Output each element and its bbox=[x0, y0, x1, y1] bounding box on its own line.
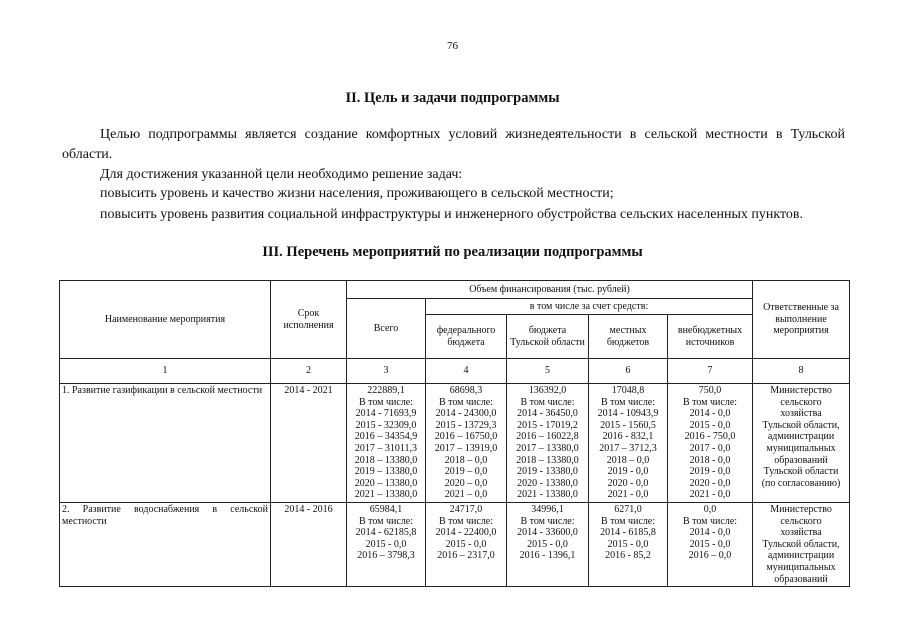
cell-line: 2020 – 13380,0 bbox=[354, 477, 418, 489]
header-including: в том числе за счет средств: bbox=[426, 299, 753, 315]
cell-line: 2015 - 0,0 bbox=[445, 538, 487, 550]
column-number: 5 bbox=[507, 359, 589, 384]
header-local: местных бюджетов bbox=[589, 315, 668, 359]
funding-regional bbox=[507, 384, 589, 503]
cell-line: образований bbox=[774, 573, 828, 585]
tasks-intro: Для достижения указанной цели необходимо решение задач: bbox=[100, 167, 463, 182]
funding-local bbox=[589, 384, 668, 503]
cell-line: 2016 - 750,0 bbox=[684, 431, 736, 443]
funding-federal bbox=[426, 384, 507, 503]
cell-line: 2016 - 832,1 bbox=[602, 431, 654, 443]
cell-line: муниципальных bbox=[766, 442, 836, 454]
cell-line: 2021 - 0,0 bbox=[689, 489, 731, 501]
cell-line: В том числе: bbox=[358, 515, 414, 527]
cell-line: 6271,0 bbox=[614, 503, 642, 515]
activity-term: 2014 - 2016 bbox=[271, 502, 347, 586]
cell-line: 2018 – 0,0 bbox=[606, 454, 650, 466]
cell-line: 2014 - 71693,9 bbox=[355, 408, 417, 420]
cell-line: 2015 - 13729,3 bbox=[435, 419, 497, 431]
cell-line: 2020 - 0,0 bbox=[689, 477, 731, 489]
cell-line: 2019 – 0,0 bbox=[444, 466, 488, 478]
column-number: 1 bbox=[60, 359, 271, 384]
cell-line: В том числе: bbox=[520, 396, 575, 408]
cell-line: 2014 - 22400,0 bbox=[435, 527, 497, 539]
cell-line: 65984,1 bbox=[369, 503, 403, 515]
cell-line: В том числе: bbox=[438, 396, 494, 408]
cell-line: сельского bbox=[780, 515, 822, 527]
cell-line: Тульской области, bbox=[762, 419, 840, 431]
funding-total bbox=[347, 384, 426, 503]
cell-line: 2015 - 32309,0 bbox=[355, 419, 417, 431]
cell-line: 2015 - 0,0 bbox=[527, 538, 568, 550]
header-total: Всего bbox=[347, 299, 426, 359]
cell-line: 34996,1 bbox=[531, 503, 564, 515]
header-funding: Объем финансирования (тыс. рублей) bbox=[347, 281, 753, 299]
header-name: Наименование мероприятия bbox=[60, 281, 271, 359]
column-numbers-row bbox=[60, 359, 850, 384]
cell-line: В том числе: bbox=[600, 396, 656, 408]
funding-extra bbox=[668, 384, 753, 503]
cell-line: 2014 - 62185,8 bbox=[355, 527, 417, 539]
funding-federal bbox=[426, 502, 507, 586]
cell-line: (по согласованию) bbox=[761, 477, 841, 489]
cell-line: 2016 – 3798,3 bbox=[357, 550, 415, 562]
responsible bbox=[753, 502, 850, 586]
cell-line: 2021 - 0,0 bbox=[607, 489, 649, 501]
cell-line: 2015 - 1560,5 bbox=[600, 419, 656, 431]
cell-line: 2017 – 13380,0 bbox=[516, 442, 579, 454]
header-regional: бюджета Тульской области bbox=[507, 315, 589, 359]
responsible bbox=[753, 384, 850, 503]
funding-total bbox=[347, 502, 426, 586]
cell-line: 2016 – 16750,0 bbox=[434, 431, 498, 443]
cell-line: В том числе: bbox=[358, 396, 414, 408]
cell-line: Тульской области bbox=[763, 466, 839, 478]
cell-line: 2015 - 0,0 bbox=[365, 538, 407, 550]
funding-extra bbox=[668, 502, 753, 586]
cell-line: 17048,8 bbox=[611, 385, 645, 396]
cell-line: В том числе: bbox=[682, 515, 738, 527]
cell-line: 2018 – 13380,0 bbox=[354, 454, 418, 466]
cell-line: 2019 - 0,0 bbox=[607, 466, 649, 478]
column-number: 4 bbox=[426, 359, 507, 384]
cell-line: 2017 - 0,0 bbox=[689, 442, 731, 454]
task-item-1: повысить уровень и качество жизни населения, проживающего в сельской местности; bbox=[100, 186, 614, 201]
cell-line: Тульской области, bbox=[762, 538, 840, 550]
cell-line: 0,0 bbox=[703, 503, 717, 515]
activities-table bbox=[59, 280, 850, 587]
cell-line: 2019 – 13380,0 bbox=[354, 466, 418, 478]
task-item-2: повысить уровень развития социальной инфраструктуры и инженерного обустройства сельских населенных пунктов. bbox=[100, 207, 804, 222]
funding-regional bbox=[507, 502, 589, 586]
cell-line: 2014 - 6185,8 bbox=[600, 527, 656, 539]
goal-paragraph: Целью подпрограммы является создание комфортных условий жизнедеятельности в сельской местности в Тульской области. bbox=[62, 127, 845, 162]
cell-line: 136392,0 bbox=[528, 385, 567, 396]
cell-line: 2014 - 36450,0 bbox=[517, 408, 578, 420]
cell-line: 2015 - 0,0 bbox=[689, 419, 731, 431]
cell-line: администрации bbox=[767, 431, 835, 443]
cell-line: 2014 - 33600,0 bbox=[517, 527, 578, 539]
activity-name: 1. Развитие газификации в сельской местности bbox=[60, 384, 271, 503]
cell-line: 2018 - 0,0 bbox=[689, 454, 731, 466]
cell-line: 2017 – 3712,3 bbox=[599, 442, 657, 454]
cell-line: 24717,0 bbox=[449, 503, 483, 515]
page-number: 76 bbox=[447, 40, 458, 52]
cell-line: В том числе: bbox=[520, 515, 575, 527]
table-row bbox=[60, 384, 850, 503]
cell-line: Министерство bbox=[770, 503, 832, 515]
cell-line: 2021 – 13380,0 bbox=[354, 489, 418, 501]
cell-line: Министерство bbox=[770, 385, 832, 396]
column-number: 8 bbox=[753, 359, 850, 384]
cell-line: 2014 - 0,0 bbox=[689, 527, 731, 539]
cell-line: 222889,1 bbox=[367, 385, 405, 396]
cell-line: 2021 – 0,0 bbox=[444, 489, 488, 501]
section-title-activities: III. Перечень мероприятий по реализации подпрограммы bbox=[262, 244, 643, 260]
cell-line: 2016 – 2317,0 bbox=[437, 550, 495, 562]
cell-line: 2014 - 10943,9 bbox=[597, 408, 659, 420]
cell-line: 2016 – 0,0 bbox=[688, 550, 732, 562]
cell-line: муниципальных bbox=[766, 561, 836, 573]
cell-line: образований bbox=[774, 454, 828, 466]
cell-line: 2015 - 0,0 bbox=[607, 538, 649, 550]
cell-line: 2020 - 0,0 bbox=[607, 477, 649, 489]
cell-line: хозяйства bbox=[780, 527, 822, 539]
cell-line: 2021 - 13380,0 bbox=[517, 489, 578, 501]
cell-line: сельского bbox=[780, 396, 822, 408]
header-extra: внебюджетных источников bbox=[668, 315, 753, 359]
cell-line: 2019 - 0,0 bbox=[689, 466, 731, 478]
cell-line: 2016 – 34354,9 bbox=[354, 431, 418, 443]
header-term: Срок исполнения bbox=[271, 281, 347, 359]
header-responsible: Ответственные за выполнение мероприятия bbox=[753, 281, 850, 359]
cell-line: 2016 – 16022,8 bbox=[516, 431, 579, 443]
cell-line: 2020 - 13380,0 bbox=[517, 477, 578, 489]
cell-line: 2015 - 17019,2 bbox=[517, 419, 578, 431]
cell-line: 2018 – 13380,0 bbox=[516, 454, 579, 466]
cell-line: 68698,3 bbox=[449, 385, 483, 396]
cell-line: 2017 – 31011,3 bbox=[354, 442, 418, 454]
cell-line: 2016 - 1396,1 bbox=[519, 550, 576, 562]
cell-line: 2020 – 0,0 bbox=[444, 477, 488, 489]
cell-line: хозяйства bbox=[780, 408, 822, 420]
cell-line: 2016 - 85,2 bbox=[605, 550, 651, 562]
cell-line: В том числе: bbox=[600, 515, 656, 527]
cell-line: 2017 – 13919,0 bbox=[434, 442, 498, 454]
activity-term: 2014 - 2021 bbox=[271, 384, 347, 503]
cell-line: 2014 - 24300,0 bbox=[435, 408, 497, 420]
column-number: 2 bbox=[271, 359, 347, 384]
table-row bbox=[60, 502, 850, 586]
cell-line: 2019 - 13380,0 bbox=[517, 466, 578, 478]
section-title-goals: II. Цель и задачи подпрограммы bbox=[345, 90, 560, 106]
column-number: 7 bbox=[668, 359, 753, 384]
column-number: 3 bbox=[347, 359, 426, 384]
cell-line: администрации bbox=[767, 550, 835, 562]
cell-line: В том числе: bbox=[682, 396, 738, 408]
cell-line: 2015 - 0,0 bbox=[689, 538, 731, 550]
cell-line: 2014 - 0,0 bbox=[689, 408, 731, 420]
column-number: 6 bbox=[589, 359, 668, 384]
activity-name: 2. Развитие водоснабжения в сельской местности bbox=[60, 502, 271, 586]
cell-line: В том числе: bbox=[438, 515, 494, 527]
cell-line: 2018 – 0,0 bbox=[444, 454, 488, 466]
header-federal: федерального бюджета bbox=[426, 315, 507, 359]
cell-line: 750,0 bbox=[698, 385, 722, 396]
funding-local bbox=[589, 502, 668, 586]
